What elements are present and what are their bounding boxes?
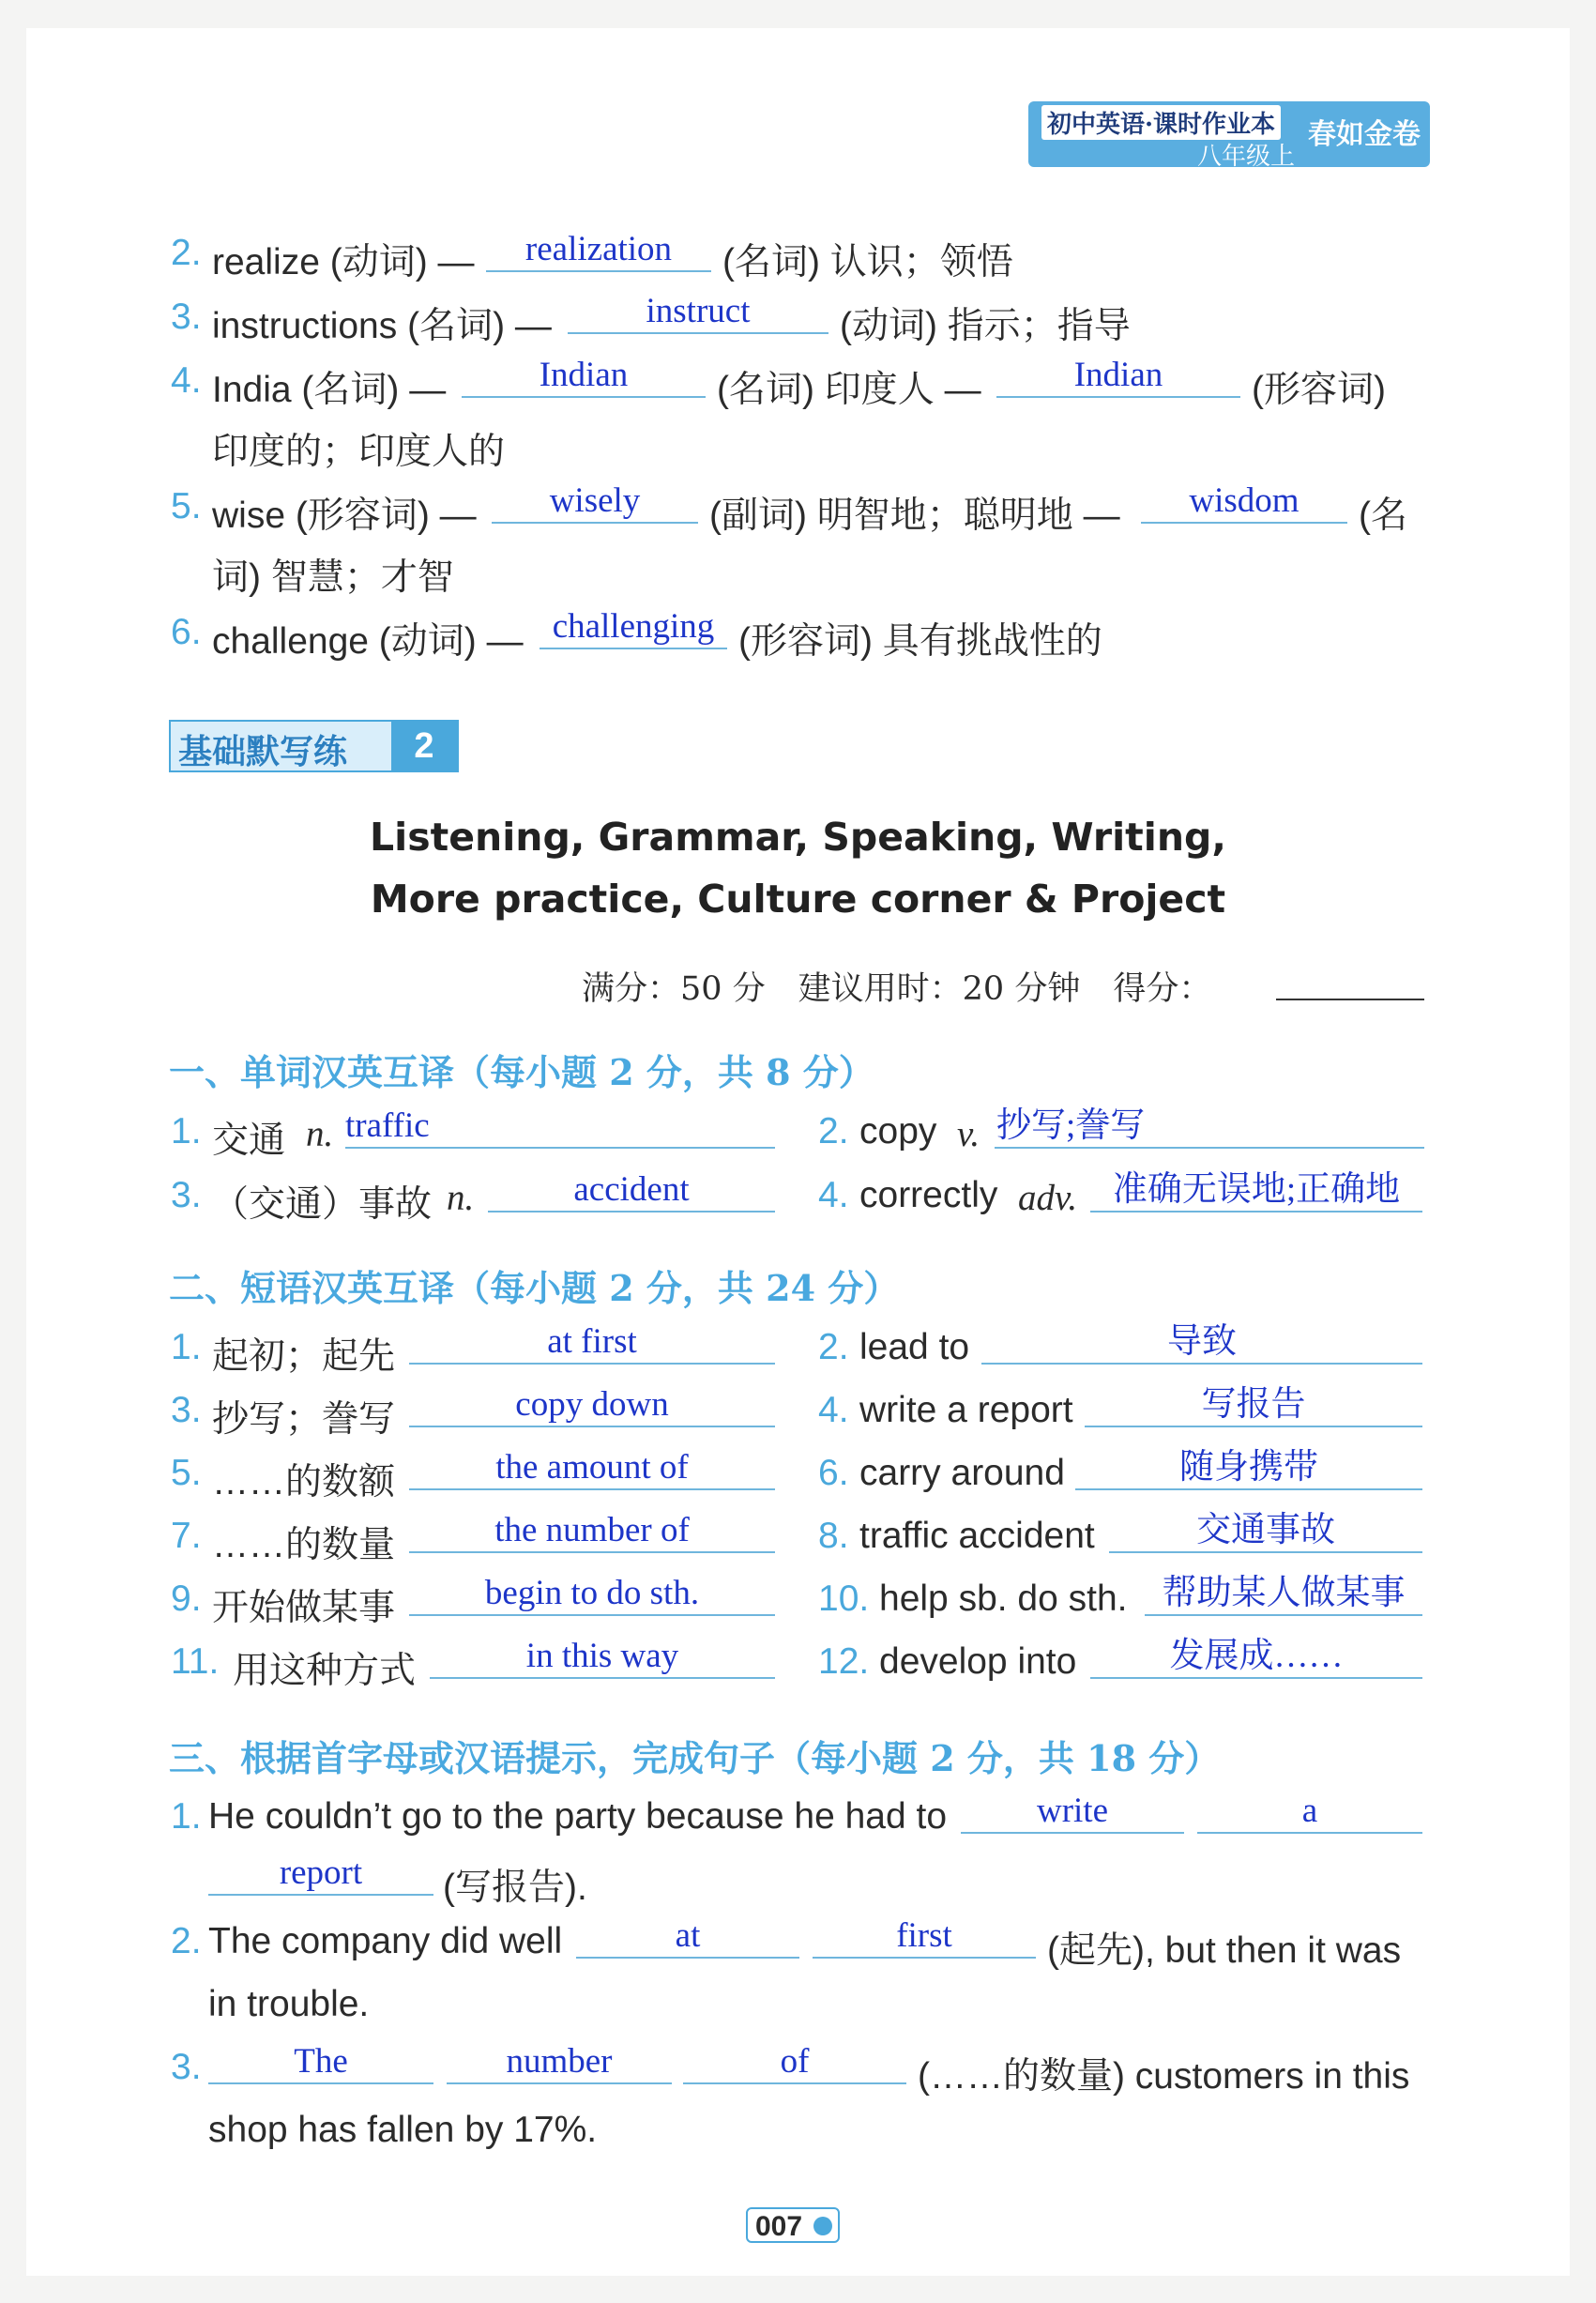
question-text: India (名词) — — [212, 370, 447, 410]
item-number: 3. — [171, 1390, 202, 1430]
section-heading: 二、短语汉英互译（每小题 2 分，共 24 分） — [169, 1267, 900, 1309]
question-text: correctly — [859, 1175, 998, 1215]
section-heading: 一、单词汉英互译（每小题 2 分，共 8 分） — [169, 1051, 874, 1093]
question-text: write a report — [859, 1390, 1073, 1430]
question-text: 用这种方式 — [233, 1651, 417, 1691]
page-number — [746, 2207, 840, 2243]
answer-field: at — [576, 1917, 799, 1959]
item-number: 4. — [171, 360, 202, 401]
answer-field: the number of — [409, 1512, 775, 1553]
question-text: (动词) 指示；指导 — [840, 306, 1131, 346]
item-number: 9. — [171, 1579, 202, 1619]
question-text: (副词) 明智地；聪明地 — — [709, 496, 1120, 536]
question-text: traffic accident — [859, 1516, 1095, 1556]
question-text: challenge (动词) — — [212, 621, 524, 662]
question-text: help sb. do sth. — [879, 1579, 1128, 1619]
section-heading: 三、根据首字母或汉语提示，完成句子（每小题 2 分，共 18 分） — [169, 1737, 1221, 1779]
sentence-text: in trouble. — [208, 1984, 370, 2024]
answer-field: 写报告 — [1085, 1386, 1422, 1427]
item-number: 1. — [171, 1796, 202, 1837]
item-number: 2. — [171, 233, 202, 273]
sentence-text: (起先), but then it was — [1047, 1930, 1402, 1971]
answer-field: a — [1197, 1792, 1422, 1834]
answer-field: 发展成…… — [1090, 1638, 1422, 1679]
answer-field: instruct — [568, 293, 828, 334]
brand-logo: 春如金卷 — [1308, 118, 1421, 151]
question-text: wise (形容词) — — [212, 496, 477, 536]
answer-field: 准确无误地;正确地 — [1090, 1171, 1422, 1213]
item-number: 5. — [171, 486, 202, 526]
question-text: ……的数量 — [212, 1525, 396, 1565]
question-text: 抄写；誊写 — [212, 1399, 396, 1440]
question-text: instructions (名词) — — [212, 306, 552, 346]
answer-field: first — [813, 1917, 1036, 1959]
item-number: 6. — [818, 1453, 849, 1493]
question-text: ……的数额 — [212, 1462, 396, 1502]
part-of-speech: n. — [306, 1114, 334, 1154]
answer-field: traffic — [345, 1107, 775, 1149]
question-text: 交通 — [212, 1121, 286, 1161]
header-brand — [1028, 101, 1430, 171]
question-text: (名 — [1359, 496, 1407, 536]
answer-field: Indian — [996, 357, 1240, 398]
question-text: 开始做某事 — [212, 1588, 396, 1628]
question-text: carry around — [859, 1453, 1065, 1493]
item-number: 2. — [818, 1111, 849, 1152]
question-text: copy — [859, 1111, 937, 1152]
item-number: 12. — [818, 1641, 870, 1682]
item-number: 6. — [171, 612, 202, 652]
item-number: 3. — [171, 297, 202, 337]
question-text: (名词) 认识；领悟 — [722, 242, 1013, 282]
answer-field: 抄写;誊写 — [995, 1107, 1424, 1149]
grade-label: 八年级上 — [1197, 143, 1296, 171]
item-number: 8. — [818, 1516, 849, 1556]
item-number: 2. — [818, 1327, 849, 1367]
unit-title-line-2: More practice, Culture corner & Project — [370, 877, 1226, 922]
item-number: 1. — [171, 1327, 202, 1367]
question-text: 词) 智慧；才智 — [212, 557, 454, 598]
sentence-text: shop has fallen by 17%. — [208, 2110, 598, 2150]
answer-field: challenging — [540, 608, 727, 649]
item-number: 1. — [171, 1111, 202, 1152]
sentence-text: He couldn’t go to the party because he had to — [208, 1796, 948, 1837]
unit-title-line-1: Listening, Grammar, Speaking, Writing, — [370, 815, 1226, 860]
question-text: (名词) 印度人 — — [717, 370, 981, 410]
exercise-badge — [169, 720, 459, 772]
answer-field: wisely — [492, 482, 698, 524]
item-number: 5. — [171, 1453, 202, 1493]
answer-field: accident — [488, 1171, 775, 1213]
answer-field: wisdom — [1141, 482, 1347, 524]
answer-field: the amount of — [409, 1449, 775, 1490]
answer-field: The — [208, 2043, 433, 2084]
item-number: 4. — [818, 1175, 849, 1215]
score-info: 满分：50 分 建议用时：20 分钟 得分： — [582, 970, 1212, 1008]
part-of-speech: v. — [957, 1114, 980, 1154]
answer-field: report — [208, 1854, 433, 1896]
badge-number: 2 — [391, 722, 457, 770]
answer-field: of — [683, 2043, 906, 2084]
item-number: 2. — [171, 1921, 202, 1961]
question-text: (形容词) — [1252, 370, 1386, 410]
item-number: 11. — [171, 1641, 220, 1682]
answer-field: copy down — [409, 1386, 775, 1427]
answer-field: at first — [409, 1323, 775, 1365]
item-number: 4. — [818, 1390, 849, 1430]
question-text: 起初；起先 — [212, 1336, 396, 1377]
sentence-text: (……的数量) customers in this — [918, 2056, 1410, 2097]
answer-field: number — [447, 2043, 672, 2084]
answer-field: realization — [486, 231, 711, 272]
sentence-text: The company did well — [208, 1921, 563, 1961]
page-dot-icon — [813, 2217, 832, 2235]
question-text: lead to — [859, 1327, 970, 1367]
page-number-text: 007 — [755, 2211, 803, 2242]
answer-field: 交通事故 — [1109, 1512, 1422, 1553]
question-text: （交通）事故 — [212, 1184, 433, 1225]
sentence-text: (写报告). — [443, 1868, 587, 1908]
answer-field: 随身携带 — [1075, 1449, 1422, 1490]
series-title: 初中英语·课时作业本 — [1041, 105, 1281, 140]
question-text: (形容词) 具有挑战性的 — [738, 621, 1102, 662]
part-of-speech: adv. — [1018, 1178, 1078, 1218]
item-number: 3. — [171, 1175, 202, 1215]
part-of-speech: n. — [447, 1178, 475, 1218]
question-text: 印度的；印度人的 — [212, 432, 506, 472]
question-text: develop into — [879, 1641, 1077, 1682]
question-text: realize (动词) — — [212, 242, 475, 282]
answer-field: write — [961, 1792, 1184, 1834]
item-number: 3. — [171, 2047, 202, 2087]
answer-field: in this way — [430, 1638, 775, 1679]
answer-field: 导致 — [981, 1323, 1422, 1365]
badge-label: 基础默写练 — [178, 733, 348, 771]
item-number: 7. — [171, 1516, 202, 1556]
answer-field: Indian — [462, 357, 706, 398]
answer-field: 帮助某人做某事 — [1145, 1575, 1422, 1616]
item-number: 10. — [818, 1579, 870, 1619]
answer-field: begin to do sth. — [409, 1575, 775, 1616]
score-blank — [1276, 997, 1424, 1000]
